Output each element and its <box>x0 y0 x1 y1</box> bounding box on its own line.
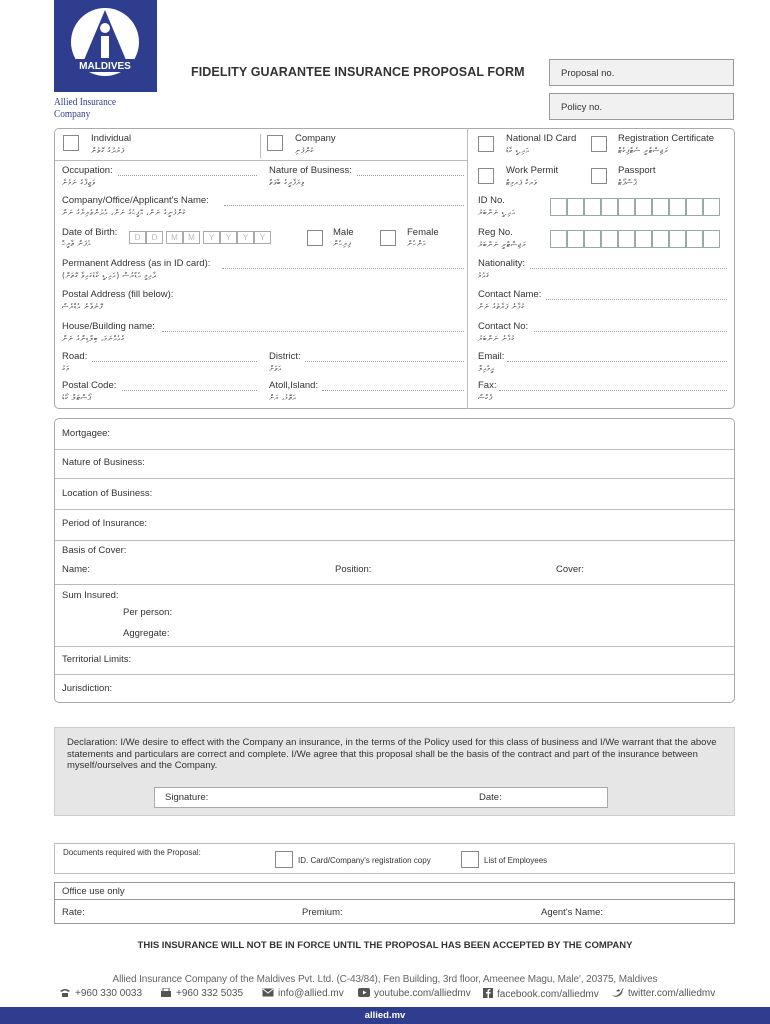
house-name-label: House/Building name: <box>62 321 155 332</box>
divider-small <box>260 134 261 158</box>
twitter-text: twitter.com/alliedmv <box>628 988 716 999</box>
female-checkbox[interactable] <box>380 230 396 246</box>
office-use-panel <box>54 882 735 924</box>
reg-no-label-dv: ރަޖިސްޓްރީ ނަންބަރު <box>478 240 527 249</box>
cover-panel <box>54 418 735 703</box>
occupation-label: Occupation: <box>62 165 113 176</box>
email-contact[interactable] <box>262 988 344 999</box>
employees-list-checkbox[interactable] <box>461 851 479 868</box>
employees-list-label: List of Employees <box>484 856 548 865</box>
passport-label: Passport <box>618 165 656 176</box>
road-field[interactable] <box>92 361 257 362</box>
district-label-dv: އަވަށް <box>269 364 282 373</box>
id-no-input[interactable] <box>550 198 720 216</box>
premium-label: Premium: <box>302 907 343 918</box>
fax-label-dv: ފެކްސް <box>478 393 493 402</box>
national-id-label: National ID Card <box>506 133 577 144</box>
company-name-field[interactable] <box>224 205 464 206</box>
permanent-address-field[interactable] <box>222 268 464 269</box>
name-label: Name: <box>62 564 90 575</box>
signature-box[interactable] <box>154 787 608 808</box>
email-text: info@allied.mv <box>278 988 344 999</box>
website-link[interactable]: allied.mv <box>0 1007 770 1024</box>
national-id-checkbox[interactable] <box>478 136 494 152</box>
house-name-label-dv: ގެއެއްނަމަ، ބިލްޑިންގެ ނަން <box>62 334 125 343</box>
signature-label: Signature: <box>165 792 209 803</box>
work-permit-label-dv: ވަރކް ޕަރމިޓް <box>506 178 538 187</box>
passport-label-dv: ޕާސްޕޯޓް <box>618 178 637 187</box>
mortgagee-label: Mortgagee: <box>62 428 111 439</box>
sum-insured-label: Sum Insured: <box>62 590 119 601</box>
atoll-island-label-dv: އަތޮޅު، ރަށް <box>269 393 297 402</box>
atoll-island-field[interactable] <box>322 390 464 391</box>
aggregate-label: Aggregate: <box>123 628 170 639</box>
company-address: Allied Insurance Company of the Maldives Pvt. Ltd. (C-43/84), Fen Building, 3rd floor, Ameenee Magu, Male', 20375, Maldives <box>112 974 658 985</box>
email-label-dv: އީމެއިލް <box>478 364 495 373</box>
rate-label: Rate: <box>62 907 85 918</box>
male-checkbox[interactable] <box>307 230 323 246</box>
panel-divider <box>467 128 468 409</box>
female-label: Female <box>407 227 439 238</box>
company-label: Company <box>295 133 336 144</box>
phone-contact[interactable] <box>59 988 142 999</box>
page-title: FIDELITY GUARANTEE INSURANCE PROPOSAL FORM <box>191 65 525 79</box>
contact-name-label: Contact Name: <box>478 289 542 300</box>
company-logo <box>54 0 157 92</box>
fax-contact[interactable] <box>160 988 243 999</box>
occupation-field[interactable] <box>118 175 257 176</box>
company-label-dv: ކުންފުނި <box>295 146 314 155</box>
jurisdiction-label: Jurisdiction: <box>62 683 113 694</box>
twitter-link[interactable] <box>612 988 715 999</box>
contact-no-label-dv: ގުޅާނެ ނަންބަރު <box>478 334 515 343</box>
id-no-label: ID No. <box>478 195 505 206</box>
company-name-label-dv: ކުންފުނީގެ ނަން، އޮފީހުގެ ނަން، އެދުންތެރިޔާގެ ނަން <box>62 208 186 217</box>
individual-label: Individual <box>91 133 132 144</box>
logo-text: MALDIVES <box>79 61 131 72</box>
id-no-label-dv: އައި.ޑީ ނަންބަރު <box>478 208 516 217</box>
nationality-field[interactable] <box>530 268 727 269</box>
youtube-link[interactable] <box>358 988 471 999</box>
dob-day-1[interactable]: D <box>129 231 146 244</box>
declaration-text: Declaration: I/We desire to effect with the Company an insurance, in the terms of the Policy used for this class of business and I/We warrant that the above statements and particulars are correct and complete. I/We agree that this proposal shall be the basis of the contract and part of the insurance between myself/ourselves and the Company. <box>67 737 717 772</box>
facebook-icon <box>483 988 493 998</box>
fax-icon <box>160 988 172 997</box>
dob-year-4[interactable]: Y <box>254 231 271 244</box>
position-label: Position: <box>335 564 372 575</box>
fax-field[interactable] <box>499 390 727 391</box>
female-label-dv: އަންހެން <box>407 239 427 248</box>
email-label: Email: <box>478 351 505 362</box>
nationality-label: Nationality: <box>478 258 525 269</box>
facebook-text: facebook.com/alliedmv <box>497 989 599 1000</box>
nationality-label-dv: ޤައުމު <box>478 271 490 280</box>
company-name-label: Company/Office/Applicant's Name: <box>62 195 209 206</box>
contact-name-field[interactable] <box>546 299 727 300</box>
road-label-dv: މަގު <box>62 364 70 373</box>
individual-checkbox[interactable] <box>63 135 79 151</box>
office-use-title: Office use only <box>62 886 125 897</box>
cover-label: Cover: <box>556 564 584 575</box>
atoll-island-label: Atoll,Island: <box>269 380 319 391</box>
permanent-address-label-dv: ދާއިމީ އެޑްރެސް (އައި.ޑީ ކާޑުގައިވާ ގޮތަށް) <box>62 271 157 280</box>
registration-certificate-label: Registration Certificate <box>618 133 715 144</box>
period-insurance-label: Period of Insurance: <box>62 518 148 529</box>
fax-text: +960 332 5035 <box>176 988 244 999</box>
twitter-icon <box>612 988 624 997</box>
house-name-field[interactable] <box>162 331 464 332</box>
dob-year-3[interactable]: Y <box>237 231 254 244</box>
youtube-icon <box>358 988 370 997</box>
reg-no-input[interactable] <box>550 230 720 248</box>
documents-label: Documents required with the Proposal: <box>63 848 201 857</box>
district-field[interactable] <box>305 361 464 362</box>
territorial-limits-label: Territorial Limits: <box>62 654 132 665</box>
work-permit-label: Work Permit <box>506 165 559 176</box>
nature-business-field[interactable] <box>357 175 464 176</box>
per-person-label: Per person: <box>123 607 173 618</box>
postal-code-field[interactable] <box>122 390 257 391</box>
district-label: District: <box>269 351 301 362</box>
facebook-link[interactable] <box>483 988 599 1000</box>
policy-no-field[interactable]: Policy no. <box>549 93 734 120</box>
dob-month-2[interactable]: M <box>183 231 200 244</box>
postal-code-label-dv: ޕޯސްޓަލް ކޯޑު <box>62 393 92 402</box>
passport-checkbox[interactable] <box>591 168 607 184</box>
basis-cover-label: Basis of Cover: <box>62 545 127 556</box>
permanent-address-label: Permanent Address (as in ID card): <box>62 258 211 269</box>
work-permit-checkbox[interactable] <box>478 168 494 184</box>
national-id-label-dv: އައި.ޑީ ކާޑު <box>506 146 530 155</box>
agent-name-label: Agent's Name: <box>541 907 604 918</box>
location-business-label: Location of Business: <box>62 488 153 499</box>
company-name: Allied Insurance Company <box>54 96 117 120</box>
dob-year-1[interactable]: Y <box>203 231 220 244</box>
fax-label: Fax: <box>478 380 497 391</box>
dob-month-1[interactable]: M <box>166 231 183 244</box>
dob-input[interactable] <box>129 231 271 244</box>
phone-text: +960 330 0033 <box>75 988 143 999</box>
dob-day-2[interactable]: D <box>146 231 163 244</box>
nature-business-label: Nature of Business: <box>269 165 352 176</box>
road-label: Road: <box>62 351 88 362</box>
postal-address-label-dv: ފޮނުވާނެ އެޑްރެސް <box>62 302 103 311</box>
cover-nature-business-label: Nature of Business: <box>62 457 145 468</box>
male-label: Male <box>333 227 354 238</box>
company-checkbox[interactable] <box>267 135 283 151</box>
email-field[interactable] <box>507 361 727 362</box>
contact-no-field[interactable] <box>534 331 727 332</box>
contact-name-label-dv: ގުޅާނެ ފަރާތުގެ ނަން <box>478 302 525 311</box>
individual-label-dv: ފަރުދުގެ ގޮތުން <box>91 146 125 155</box>
dob-label-dv: އުފަން ތާރީޚް <box>62 239 91 248</box>
dob-label: Date of Birth: <box>62 227 118 238</box>
postal-address-label: Postal Address (fill below): <box>62 289 174 300</box>
phone-icon <box>59 988 71 997</box>
email-icon <box>262 988 274 997</box>
registration-certificate-label-dv: ރަޖިސްޓްރީ ސެޓްފިކެޓް <box>618 146 669 155</box>
nature-business-label-dv: ވިޔަފާރީގެ ބާވަތް <box>269 178 305 187</box>
id-card-copy-checkbox[interactable] <box>275 851 293 868</box>
contact-no-label: Contact No: <box>478 321 529 332</box>
male-label-dv: ފިރިހެން <box>333 239 352 248</box>
date-label: Date: <box>479 792 502 803</box>
acceptance-notice: THIS INSURANCE WILL NOT BE IN FORCE UNTIL THE PROPOSAL HAS BEEN ACCEPTED BY THE COMPANY <box>137 940 633 951</box>
reg-no-label: Reg No. <box>478 227 513 238</box>
registration-certificate-checkbox[interactable] <box>591 136 607 152</box>
youtube-text: youtube.com/alliedmv <box>374 988 471 999</box>
dob-year-2[interactable]: Y <box>220 231 237 244</box>
id-card-copy-label: ID. Card/Company's registration copy <box>298 856 431 865</box>
occupation-label-dv: ވަޒީފާގެ ނަމުނާ <box>62 178 96 187</box>
proposal-no-field[interactable]: Proposal no. <box>549 59 734 86</box>
postal-code-label: Postal Code: <box>62 380 117 391</box>
